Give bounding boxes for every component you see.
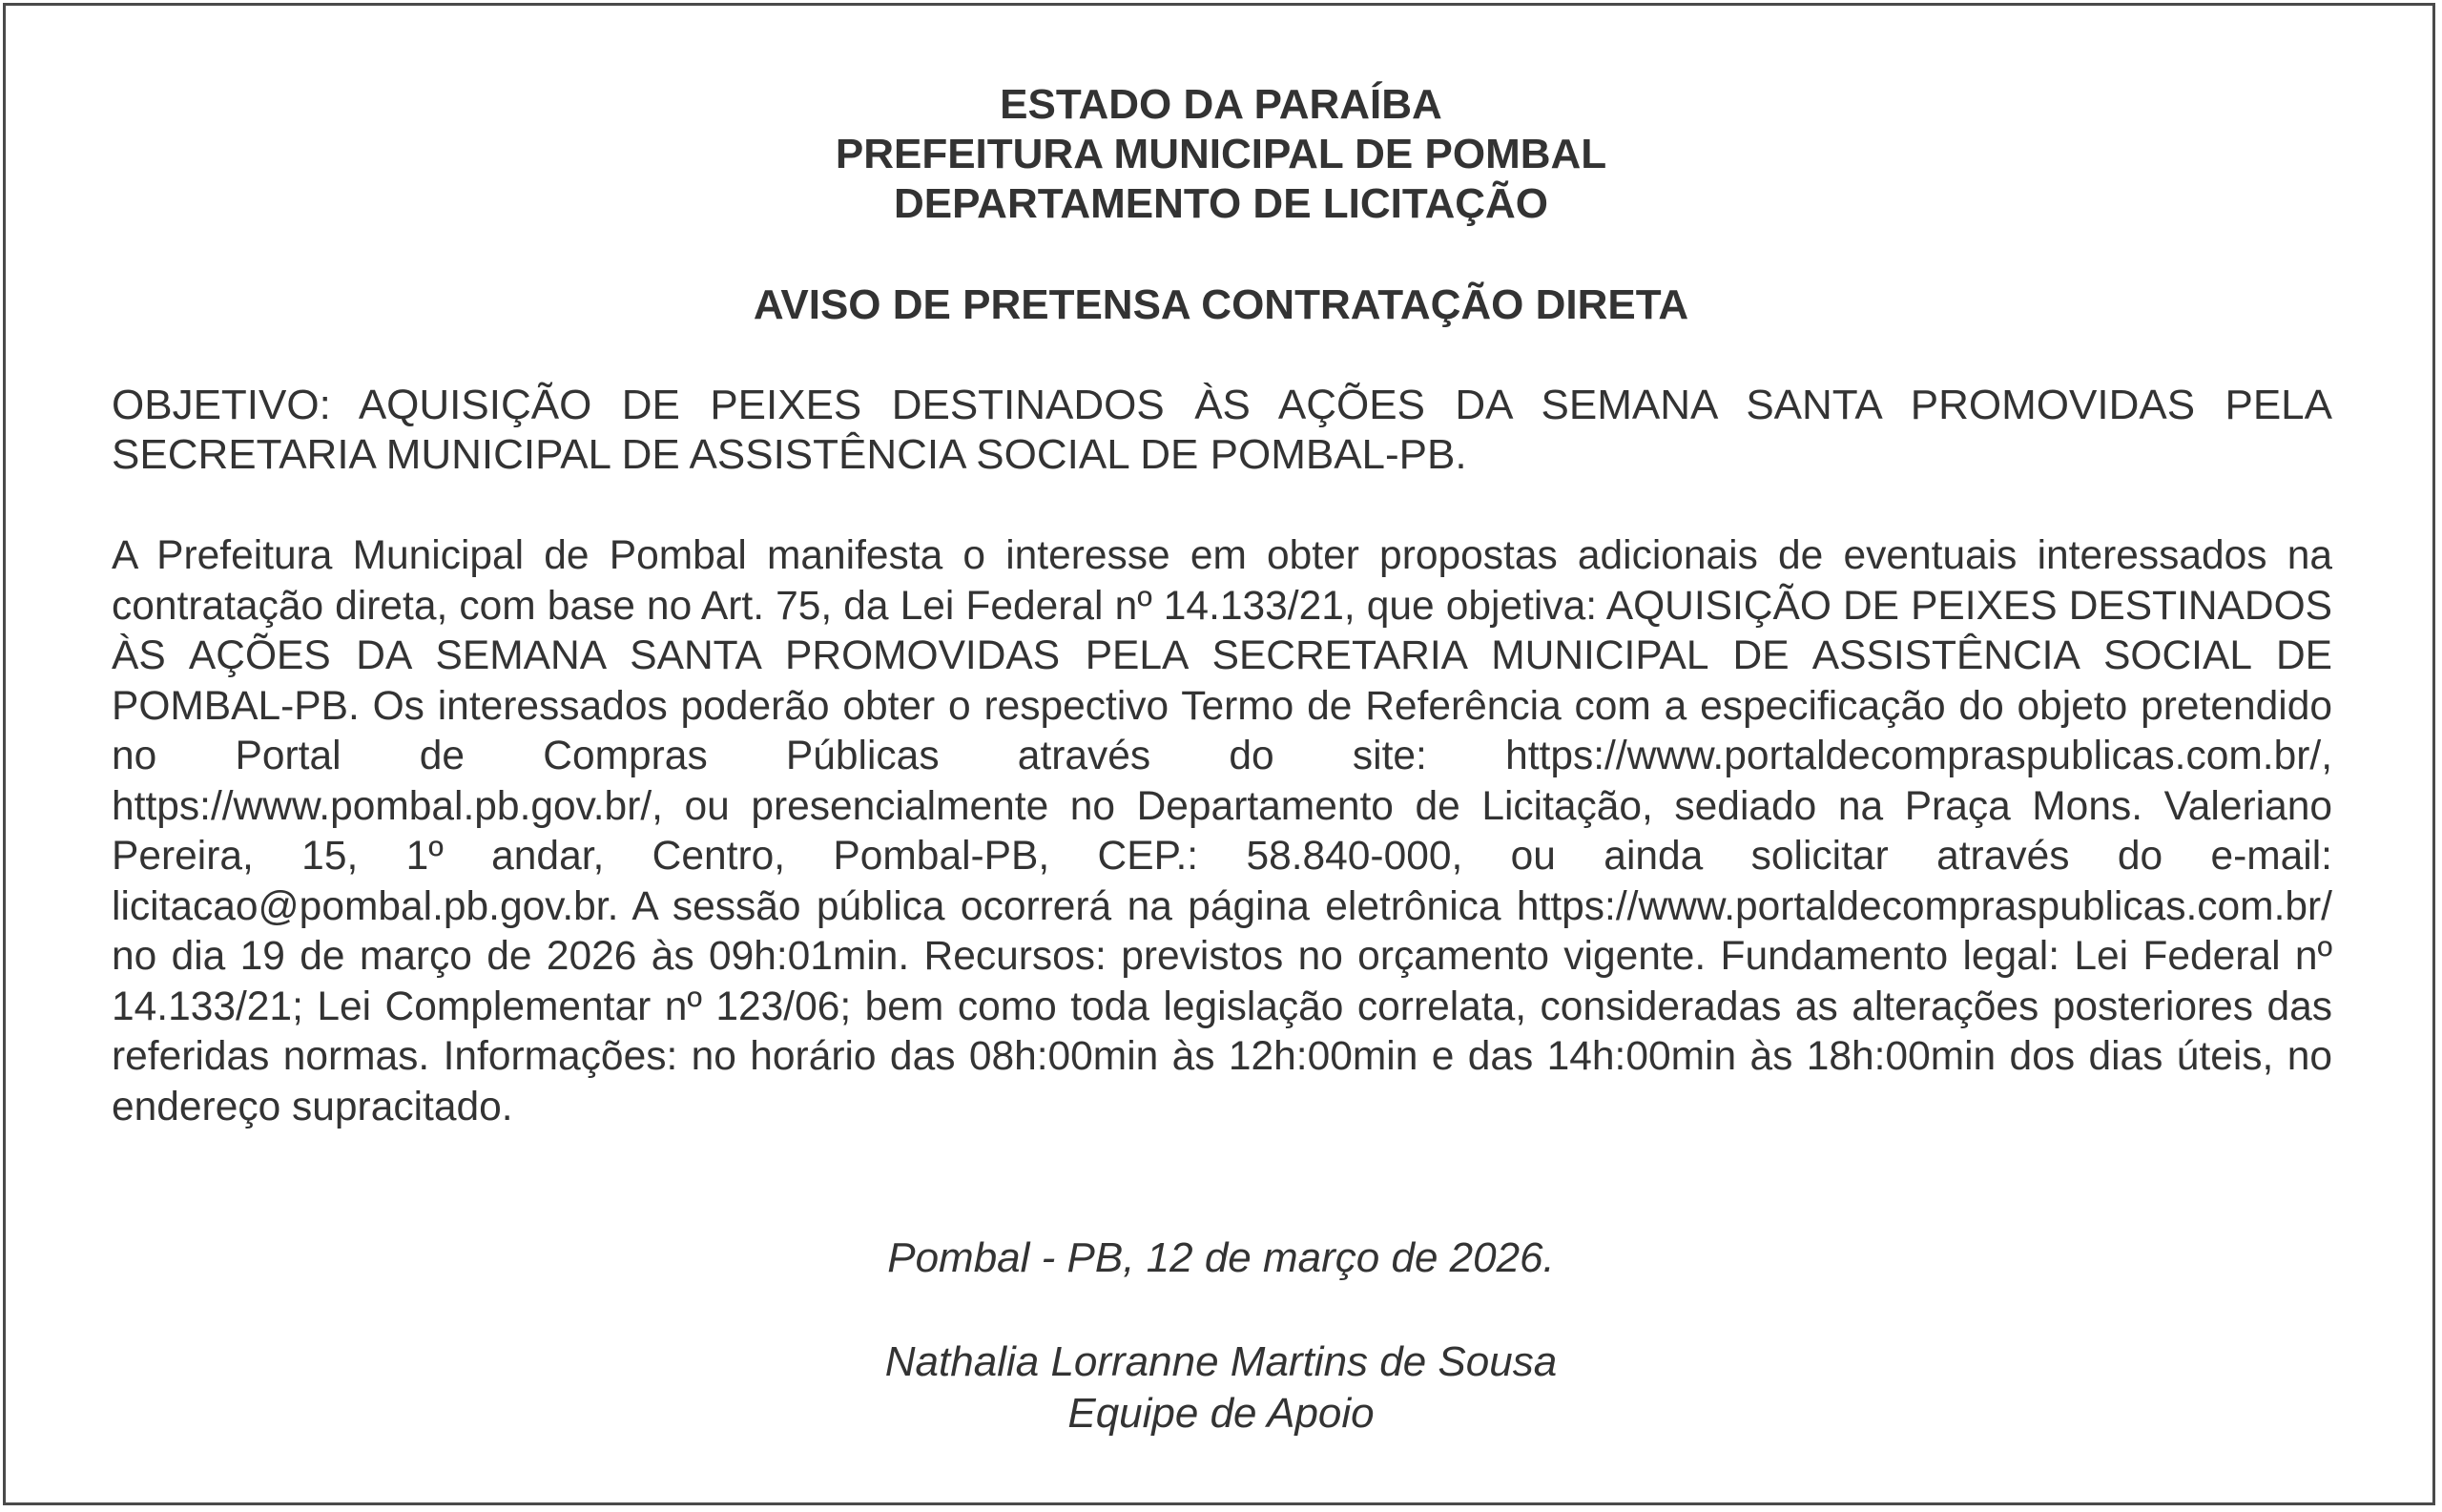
header-department: DEPARTAMENTO DE LICITAÇÃO (893, 180, 1549, 227)
signature-block (0, 1336, 2442, 1440)
objective-paragraph: OBJETIVO: AQUISIÇÃO DE PEIXES DESTINADOS ÀS AÇÕES DA SEMANA SANTA PROMOVIDAS PELA SECRETARIA MUNICIPAL DE ASSISTÊNCIA SOCIAL DE POMBAL-PB. (112, 382, 2332, 478)
document-header (0, 80, 2442, 229)
header-state: ESTADO DA PARAÍBA (1000, 81, 1442, 128)
signer-role: Equipe de Apoio (1067, 1390, 1375, 1437)
signer-name: Nathalia Lorranne Martins de Sousa (884, 1338, 1558, 1385)
notice-body-paragraph: A Prefeitura Municipal de Pombal manifesta o interesse em obter propostas adicionais de eventuais interessados na contratação direta, com base no Art. 75, da Lei Federal nº 14.133/21, que objetiva: AQUISIÇÃO DE PEIXES DESTINADOS ÀS AÇÕES DA SEMANA SANTA PROMOVIDAS PELA SECRETARIA MUNICIPAL DE ASSISTÊNCIA SOCIAL DE POMBAL-PB. Os interessados poderão obter o respectivo Termo de Referência com a especificação do objeto pretendido no Portal de Compras Públicas através do site: https://www.portaldecompraspublicas.com.br/, https://www.pombal.pb.gov.br/, ou presencialmente no Departamento de Licitação, sediado na Praça Mons. Valeriano Pereira, 15, 1º andar, Centro, Pombal-PB, CEP.: 58.840-000, ou ainda solicitar através do e-mail: licitacao@pombal.pb.gov.br. A sessão pública ocorrerá na página eletrônica https://www.portaldecompraspublicas.com.br/ no dia 19 de março de 2026 às 09h:01min. Recursos: previstos no orçamento vigente. Fundamento legal: Lei Federal nº 14.133/21; Lei Complementar nº 123/06; bem como toda legislação correlata, consideradas as alterações posteriores das referidas normas. Informações: no horário das 08h:00min às 12h:00min e das 14h:00min às 18h:00min dos dias úteis, no endereço supracitado. (112, 533, 2332, 1129)
header-city-hall: PREFEITURA MUNICIPAL DE POMBAL (835, 131, 1607, 177)
notice-title: AVISO DE PRETENSA CONTRATAÇÃO DIRETA (753, 281, 1689, 328)
place-and-date: Pombal - PB, 12 de março de 2026. (887, 1234, 1555, 1281)
